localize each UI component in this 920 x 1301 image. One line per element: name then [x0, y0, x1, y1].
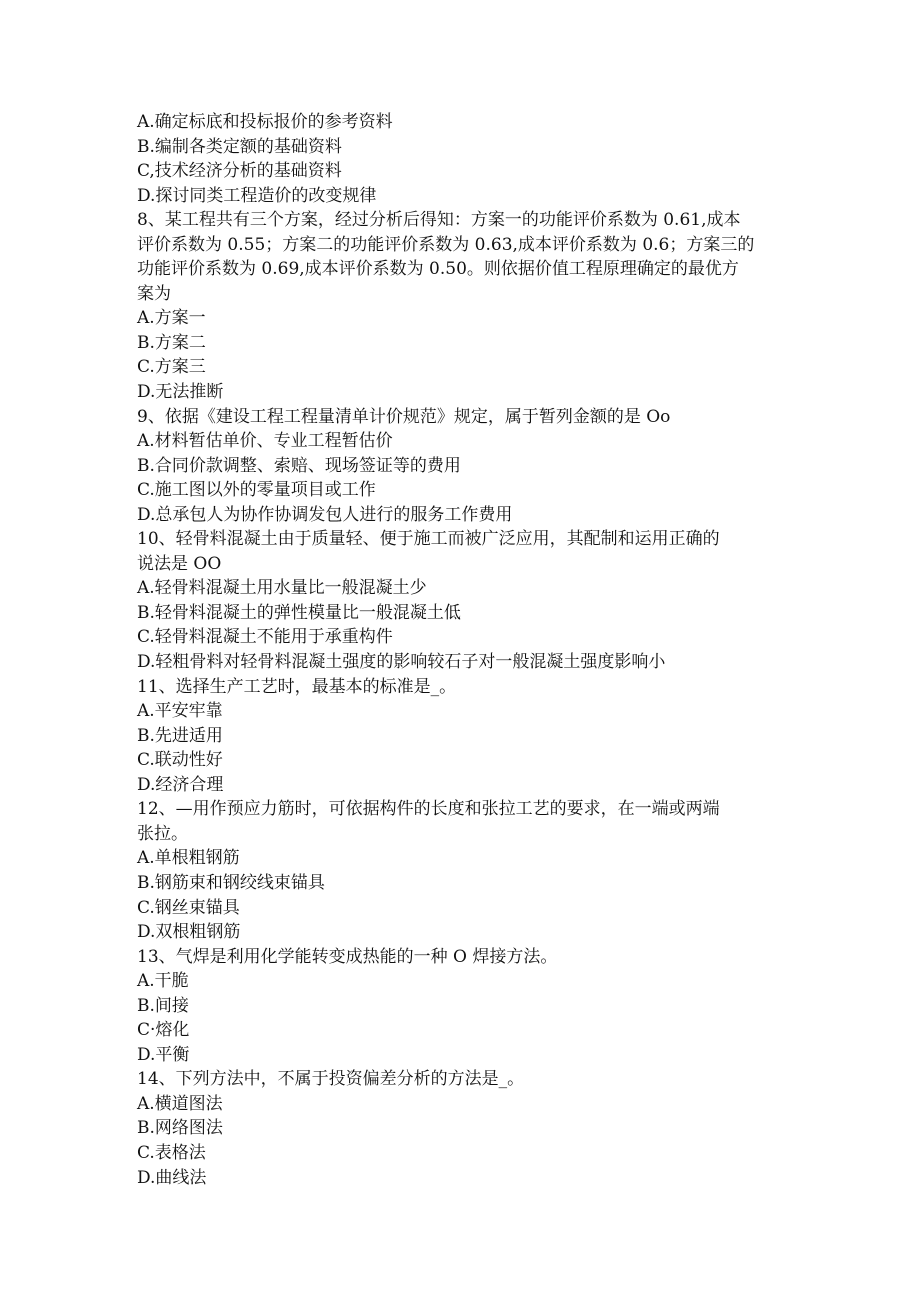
option-line: C.钢丝束锚具 — [137, 897, 240, 918]
question-8-text: 评价系数为 0.55；方案二的功能评价系数为 0.63,成本评价系数为 0.6；方案三的 — [137, 234, 755, 255]
option-line: C·熔化 — [137, 1020, 190, 1041]
option-line: A.轻骨料混凝土用水量比一般混凝土少 — [137, 578, 427, 599]
option-line: C,技术经济分析的基础资料 — [137, 161, 342, 182]
option-line: D.曲线法 — [137, 1167, 207, 1188]
question-13-text: 13、气焊是利用化学能转变成热能的一种 O 焊接方法。 — [137, 946, 558, 967]
option-line: A.横道图法 — [137, 1093, 223, 1114]
option-line: B.网络图法 — [137, 1118, 223, 1139]
option-line: B.间接 — [137, 995, 189, 1016]
option-line: C.施工图以外的零量项目或工作 — [137, 480, 376, 501]
question-10-text: 10、轻骨料混凝土由于质量轻、便于施工而被广泛应用，其配制和运用正确的 — [137, 529, 720, 550]
option-line: D.总承包人为协作协调发包人进行的服务工作费用 — [137, 504, 513, 525]
question-12-text: 12、—用作预应力筋时，可依据构件的长度和张拉工艺的要求，在一端或两端 — [137, 799, 720, 820]
option-line: A.方案一 — [137, 308, 206, 329]
option-line: B.方案二 — [137, 332, 206, 353]
question-14-text: 14、下列方法中，不属于投资偏差分析的方法是_。 — [137, 1069, 525, 1090]
question-9-text: 9、依据《建设工程工程量清单计价规范》规定，属于暂列金额的是 Oo — [137, 406, 671, 427]
option-line: A.确定标底和投标报价的参考资料 — [137, 112, 393, 132]
option-line: D.平衡 — [137, 1044, 190, 1065]
question-10-text: 说法是 OO — [137, 553, 222, 574]
question-8-text: 功能评价系数为 0.69,成本评价系数为 0.50。则依据价值工程原理确定的最优方 — [137, 259, 739, 280]
option-line: C.方案三 — [137, 357, 206, 378]
option-line: A.平安牢靠 — [137, 701, 223, 722]
option-line: A.干脆 — [137, 971, 189, 992]
option-line: D.经济合理 — [137, 774, 224, 795]
question-11-text: 11、选择生产工艺时，最基本的标准是_。 — [137, 676, 457, 697]
option-line: A.材料暂估单价、专业工程暂估价 — [137, 431, 393, 452]
question-12-text: 张拉。 — [137, 823, 188, 844]
option-line: B.先进适用 — [137, 725, 223, 746]
question-8-text: 案为 — [137, 283, 171, 304]
document-body — [137, 110, 787, 1190]
option-line: D.无法推断 — [137, 382, 224, 403]
option-line: C.轻骨料混凝土不能用于承重构件 — [137, 627, 393, 648]
question-8-text: 8、某工程共有三个方案，经过分析后得知：方案一的功能评价系数为 0.61,成本 — [137, 210, 741, 231]
option-line: B.钢筋束和钢绞线束锚具 — [137, 872, 325, 893]
option-line: D.探讨同类工程造价的改变规律 — [137, 185, 377, 206]
option-line: C.联动性好 — [137, 750, 223, 771]
option-line: B.编制各类定额的基础资料 — [137, 136, 342, 157]
option-line: C.表格法 — [137, 1142, 206, 1163]
option-line: D.轻粗骨料对轻骨料混凝土强度的影响较石子对一般混凝土强度影响小 — [137, 652, 666, 673]
option-line: A.单根粗钢筋 — [137, 848, 240, 869]
option-line: D.双根粗钢筋 — [137, 922, 241, 943]
option-line: B.合同价款调整、索赔、现场签证等的费用 — [137, 455, 461, 476]
option-line: B.轻骨料混凝土的弹性模量比一般混凝土低 — [137, 602, 461, 623]
